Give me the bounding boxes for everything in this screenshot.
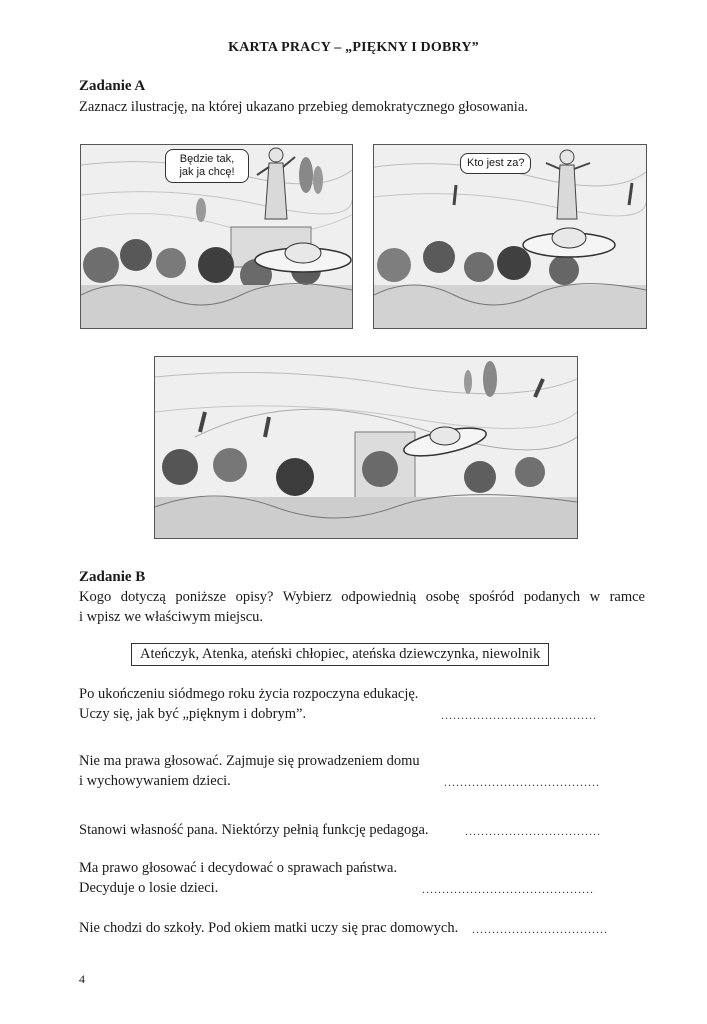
- item-4-line2: Decyduje o losie dzieci.: [79, 880, 219, 896]
- item-1-line2: Uczy się, jak być „pięknym i dobrym”.: [79, 706, 307, 722]
- task-b-instruction-line2: i wpisz we właściwym miejscu.: [79, 609, 264, 625]
- task-a-instruction: Zaznacz ilustrację, na której ukazano przebieg demokratycznego głosowania.: [79, 99, 528, 115]
- task-a-heading: Zadanie A: [79, 78, 146, 94]
- item-5-line1: Nie chodzi do szkoły. Pod okiem matki uczy się prac domowych.: [79, 920, 459, 936]
- page-number: 4: [79, 972, 85, 986]
- item-2-line2: i wychowywaniem dzieci.: [79, 773, 231, 789]
- item-3-line1: Stanowi własność pana. Niektórzy pełnią funkcję pedagoga.: [79, 822, 429, 838]
- speech-bubble-1-line2: jak ja chcę!: [179, 166, 235, 178]
- speech-bubble-2: Kto jest za?: [460, 153, 531, 174]
- answer-field-5[interactable]: ..................................: [472, 922, 608, 936]
- speech-bubble-1-line1: Będzie tak,: [179, 153, 235, 165]
- answer-field-1[interactable]: .......................................: [441, 708, 597, 722]
- answer-field-2[interactable]: .......................................: [444, 775, 600, 789]
- task-b-instruction-line1: Kogo dotyczą poniższe opisy? Wybierz odpowiednią osobę spośród podanych w ramce: [79, 589, 645, 605]
- illustration-3-drawing: [155, 357, 577, 538]
- answer-field-3[interactable]: ..................................: [465, 824, 601, 838]
- word-bank-box: Ateńczyk, Atenka, ateński chłopiec, ateńska dziewczynka, niewolnik: [131, 643, 549, 666]
- item-1-line1: Po ukończeniu siódmego roku życia rozpoczyna edukację.: [79, 686, 419, 702]
- illustration-panel-3[interactable]: [154, 356, 578, 539]
- item-4-line1: Ma prawo głosować i decydować o sprawach państwa.: [79, 860, 398, 876]
- illustration-panel-2[interactable]: [373, 144, 647, 329]
- illustration-panel-1[interactable]: [80, 144, 353, 329]
- speech-bubble-1: [165, 149, 249, 183]
- page-title: KARTA PRACY – „PIĘKNY I DOBRY”: [228, 40, 479, 55]
- task-b-heading: Zadanie B: [79, 569, 146, 585]
- item-2-line1: Nie ma prawa głosować. Zajmuje się prowadzeniem domu: [79, 753, 420, 769]
- answer-field-4[interactable]: ...........................................: [422, 882, 594, 896]
